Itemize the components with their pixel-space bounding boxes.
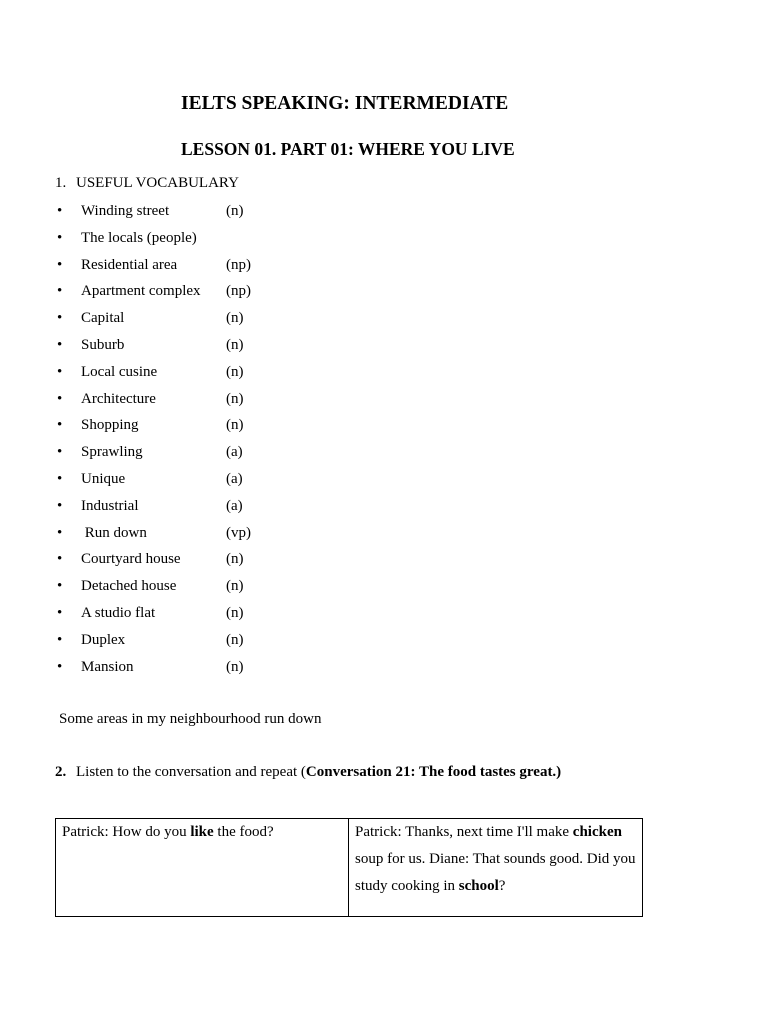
- section-2-text: Listen to the conversation and repeat (: [76, 764, 306, 780]
- conversation-table: [55, 818, 643, 917]
- vocabulary-term: Local cusine: [81, 363, 158, 380]
- part-of-speech: (n): [226, 658, 244, 675]
- bullet-icon: •: [57, 524, 63, 541]
- bullet-icon: •: [57, 363, 63, 380]
- cell-1-bold-like: like: [190, 824, 214, 840]
- example-sentence: Some areas in my neighbourhood run down: [59, 711, 322, 727]
- section-2-heading: [55, 764, 561, 781]
- part-of-speech: (a): [226, 470, 243, 487]
- vocabulary-term: Residential area: [81, 256, 178, 273]
- cell-2-bold-school: school: [458, 878, 499, 894]
- part-of-speech: (n): [226, 551, 244, 568]
- vocabulary-term: Mansion: [81, 658, 134, 675]
- vocabulary-term: The locals (people): [81, 229, 197, 246]
- part-of-speech: (np): [226, 283, 251, 300]
- part-of-speech: (n): [226, 390, 244, 407]
- section-1-heading: [55, 175, 239, 192]
- lesson-subtitle: LESSON 01. PART 01: WHERE YOU LIVE: [181, 139, 515, 159]
- cell-2-text-b: soup for us. Diane: That sounds good. Did you study cooking in: [355, 851, 636, 894]
- vocabulary-term: A studio flat: [81, 604, 156, 621]
- part-of-speech: (vp): [226, 524, 251, 541]
- vocabulary-term: Unique: [81, 470, 126, 487]
- vocabulary-term: Suburb: [81, 336, 125, 353]
- bullet-icon: •: [57, 497, 63, 514]
- bullet-icon: •: [57, 256, 63, 273]
- part-of-speech: (n): [226, 604, 244, 621]
- page-title: IELTS SPEAKING: INTERMEDIATE: [181, 93, 509, 114]
- vocabulary-term: Apartment complex: [81, 283, 201, 300]
- bullet-icon: •: [57, 444, 63, 461]
- bullet-icon: •: [57, 604, 63, 621]
- conversation-cell-1: [56, 819, 349, 917]
- vocabulary-term: Run down: [81, 524, 147, 541]
- part-of-speech: (a): [226, 497, 243, 514]
- bullet-icon: •: [57, 658, 63, 675]
- bullet-icon: •: [57, 310, 63, 327]
- part-of-speech: (n): [226, 363, 244, 380]
- vocabulary-term: Architecture: [81, 390, 156, 407]
- cell-2-text-a: Patrick: Thanks, next time I'll make: [355, 824, 573, 840]
- bullet-icon: •: [57, 229, 63, 246]
- part-of-speech: (np): [226, 256, 251, 273]
- cell-1-text-b: the food?: [213, 824, 274, 840]
- conversation-row: [56, 819, 643, 917]
- part-of-speech: (a): [226, 444, 243, 461]
- bullet-icon: •: [57, 470, 63, 487]
- vocabulary-term: Courtyard house: [81, 551, 181, 568]
- vocabulary-term: Detached house: [81, 578, 177, 595]
- section-1-number: 1.: [55, 175, 67, 191]
- cell-1-text-a: Patrick: How do you: [62, 824, 191, 840]
- bullet-icon: •: [57, 551, 63, 568]
- part-of-speech: (n): [226, 203, 244, 219]
- part-of-speech: (n): [226, 417, 244, 434]
- part-of-speech: (n): [226, 336, 244, 353]
- vocabulary-term: Duplex: [81, 631, 126, 648]
- part-of-speech: (n): [226, 631, 244, 648]
- conversation-cell-2: [349, 819, 643, 917]
- part-of-speech: (n): [226, 578, 244, 595]
- cell-2-text-c: ?: [498, 878, 506, 894]
- vocabulary-term: Shopping: [81, 417, 139, 434]
- bullet-icon: •: [57, 417, 63, 434]
- part-of-speech: (n): [226, 310, 244, 327]
- section-1-title: USEFUL VOCABULARY: [76, 175, 239, 191]
- bullet-icon: •: [57, 578, 63, 595]
- vocabulary-term: Winding street: [81, 203, 170, 219]
- bullet-icon: •: [57, 390, 63, 407]
- vocabulary-term: Industrial: [81, 497, 139, 514]
- section-2-number: 2.: [55, 764, 67, 780]
- conversation-title: Conversation 21: The food tastes great.): [305, 764, 562, 780]
- vocabulary-term: Sprawling: [81, 444, 143, 461]
- bullet-icon: •: [57, 631, 63, 648]
- bullet-icon: •: [57, 203, 63, 219]
- cell-2-bold-chicken: chicken: [572, 824, 622, 840]
- vocabulary-term: Capital: [81, 310, 125, 327]
- bullet-icon: •: [57, 283, 63, 300]
- bullet-icon: •: [57, 336, 63, 353]
